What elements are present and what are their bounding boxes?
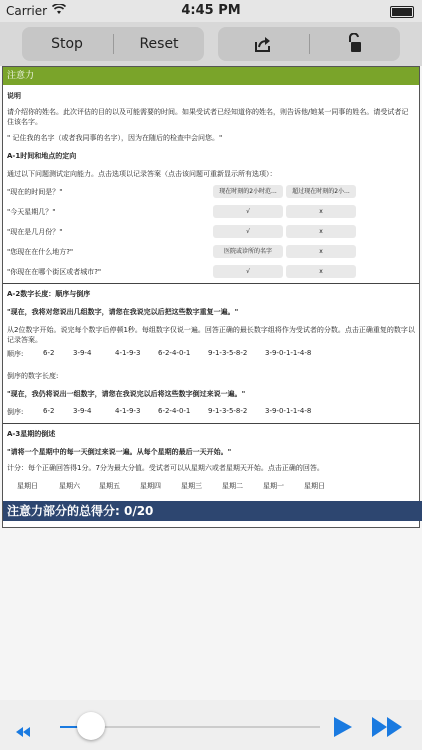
share-button[interactable]: [218, 27, 308, 61]
battery-icon: [390, 6, 414, 18]
play-icon: [334, 717, 352, 737]
backward-prompt: "现在，我仍将说出一组数字，请您在我说完以后将这些数字倒过来说一遍。": [7, 390, 246, 398]
forward-seq-4[interactable]: 4-1-9-3: [115, 349, 141, 357]
backward-seq-2[interactable]: 6-2: [43, 407, 55, 415]
section-divider: [3, 423, 419, 424]
option-beyond-2h[interactable]: 超过现在时刻的2小...: [286, 185, 356, 198]
option-correct[interactable]: √: [213, 225, 283, 238]
backward-label: 倒序:: [7, 408, 24, 416]
question-city[interactable]: "你现在在哪个街区或者城市?": [7, 268, 102, 276]
option-correct[interactable]: √: [213, 265, 283, 278]
backward-seq-6[interactable]: 9-1-3-5-8-2: [208, 407, 248, 415]
a1-instruction: 通过以下问题测试定向能力。点击选项以记录答案（点击该问题可重新显示所有选项）：: [7, 170, 277, 178]
day-option[interactable]: 星期四: [140, 482, 161, 490]
unlock-icon: [347, 33, 363, 53]
clock: 4:45 PM: [181, 3, 241, 18]
lock-button[interactable]: [310, 27, 400, 61]
intro-heading: 说明: [7, 92, 21, 100]
a3-scoring: 计分：每个正确回答得1分。7分为最大分值。受试者可以从星期六或者星期天开始。点击正确的回答。: [7, 464, 324, 472]
carrier-label: Carrier: [6, 4, 48, 18]
option-wrong[interactable]: x: [286, 245, 356, 258]
day-option[interactable]: 星期一: [263, 482, 284, 490]
fast-forward-icon: [372, 717, 402, 737]
forward-seq-3[interactable]: 3-9-4: [73, 349, 92, 357]
section-header: 注意力: [3, 67, 419, 85]
option-wrong[interactable]: x: [286, 205, 356, 218]
question-time[interactable]: "现在的时间是？": [7, 188, 63, 196]
option-within-2h[interactable]: 现在时刻的2小时范...: [213, 185, 283, 198]
audio-player: [0, 700, 422, 750]
forward-seq-6[interactable]: 9-1-3-5-8-2: [208, 349, 248, 357]
control-segment: [22, 27, 204, 61]
fast-forward-button[interactable]: [372, 717, 402, 741]
backward-heading: 倒序的数字长度:: [7, 372, 59, 380]
forward-seq-2[interactable]: 6-2: [43, 349, 55, 357]
option-wrong[interactable]: x: [286, 225, 356, 238]
day-option[interactable]: 星期二: [222, 482, 243, 490]
option-clinic-name[interactable]: 医院或诊所的名字: [213, 245, 283, 258]
backward-seq-3[interactable]: 3-9-4: [73, 407, 92, 415]
backward-seq-4[interactable]: 4-1-9-3: [115, 407, 141, 415]
attention-document: [2, 66, 420, 528]
a3-prompt: "请将一个星期中的每一天倒过来说一遍。从每个星期的最后一天开始。": [7, 448, 232, 456]
day-option[interactable]: 星期日: [304, 482, 325, 490]
action-segment: [218, 27, 400, 61]
section-divider: [3, 283, 419, 284]
question-weekday[interactable]: "今天星期几？": [7, 208, 56, 216]
progress-slider-thumb[interactable]: [77, 712, 105, 740]
remember-prompt: " 记住我的名字（或者我同事的名字），因为在随后的检查中会问您。": [7, 134, 223, 142]
option-correct[interactable]: √: [213, 205, 283, 218]
a2-heading: A-2数字长度：顺序与倒序: [7, 290, 91, 298]
option-wrong[interactable]: x: [286, 265, 356, 278]
backward-seq-7[interactable]: 3-9-0-1-1-4-8: [265, 407, 312, 415]
status-bar: [0, 0, 422, 22]
day-option[interactable]: 星期三: [181, 482, 202, 490]
question-month[interactable]: "现在是几月份？": [7, 228, 63, 236]
day-option[interactable]: 星期六: [59, 482, 80, 490]
reset-button[interactable]: Reset: [139, 36, 179, 52]
forward-seq-5[interactable]: 6-2-4-0-1: [158, 349, 191, 357]
forward-seq-7[interactable]: 3-9-0-1-1-4-8: [265, 349, 312, 357]
share-icon: [254, 36, 272, 52]
backward-seq-5[interactable]: 6-2-4-0-1: [158, 407, 191, 415]
question-place[interactable]: "您现在在什么地方?": [7, 248, 74, 256]
play-button[interactable]: [334, 717, 352, 741]
forward-label: 顺序:: [7, 350, 24, 358]
day-option[interactable]: 星期日: [17, 482, 38, 490]
toolbar: [0, 22, 422, 66]
day-option[interactable]: 星期五: [99, 482, 120, 490]
intro-text: 请介绍你的姓名。此次评估的目的以及可能需要的时间。如果受试者已经知道你的姓名，则告诉他/她某一同事的姓名。请受试者记住该名字。: [7, 108, 409, 126]
rewind-icon: [16, 727, 30, 737]
a2-explanation: 从2位数字开始。说完每个数字后停顿1秒。每组数字仅说一遍。回答正确的最长数字组将作为受试者的分数。点击正确重复的数字以记录答案。: [7, 326, 415, 344]
stop-button[interactable]: Stop: [51, 36, 83, 52]
rewind-button[interactable]: [16, 722, 30, 741]
a3-heading: A-3星期的倒述: [7, 430, 56, 438]
a1-heading: A-1时间和地点的定向: [7, 152, 77, 160]
total-score: 注意力部分的总得分: 0/20: [3, 501, 422, 521]
forward-prompt: "现在，我将对您说出几组数字，请您在我说完以后把这些数字重复一遍。": [7, 308, 239, 316]
